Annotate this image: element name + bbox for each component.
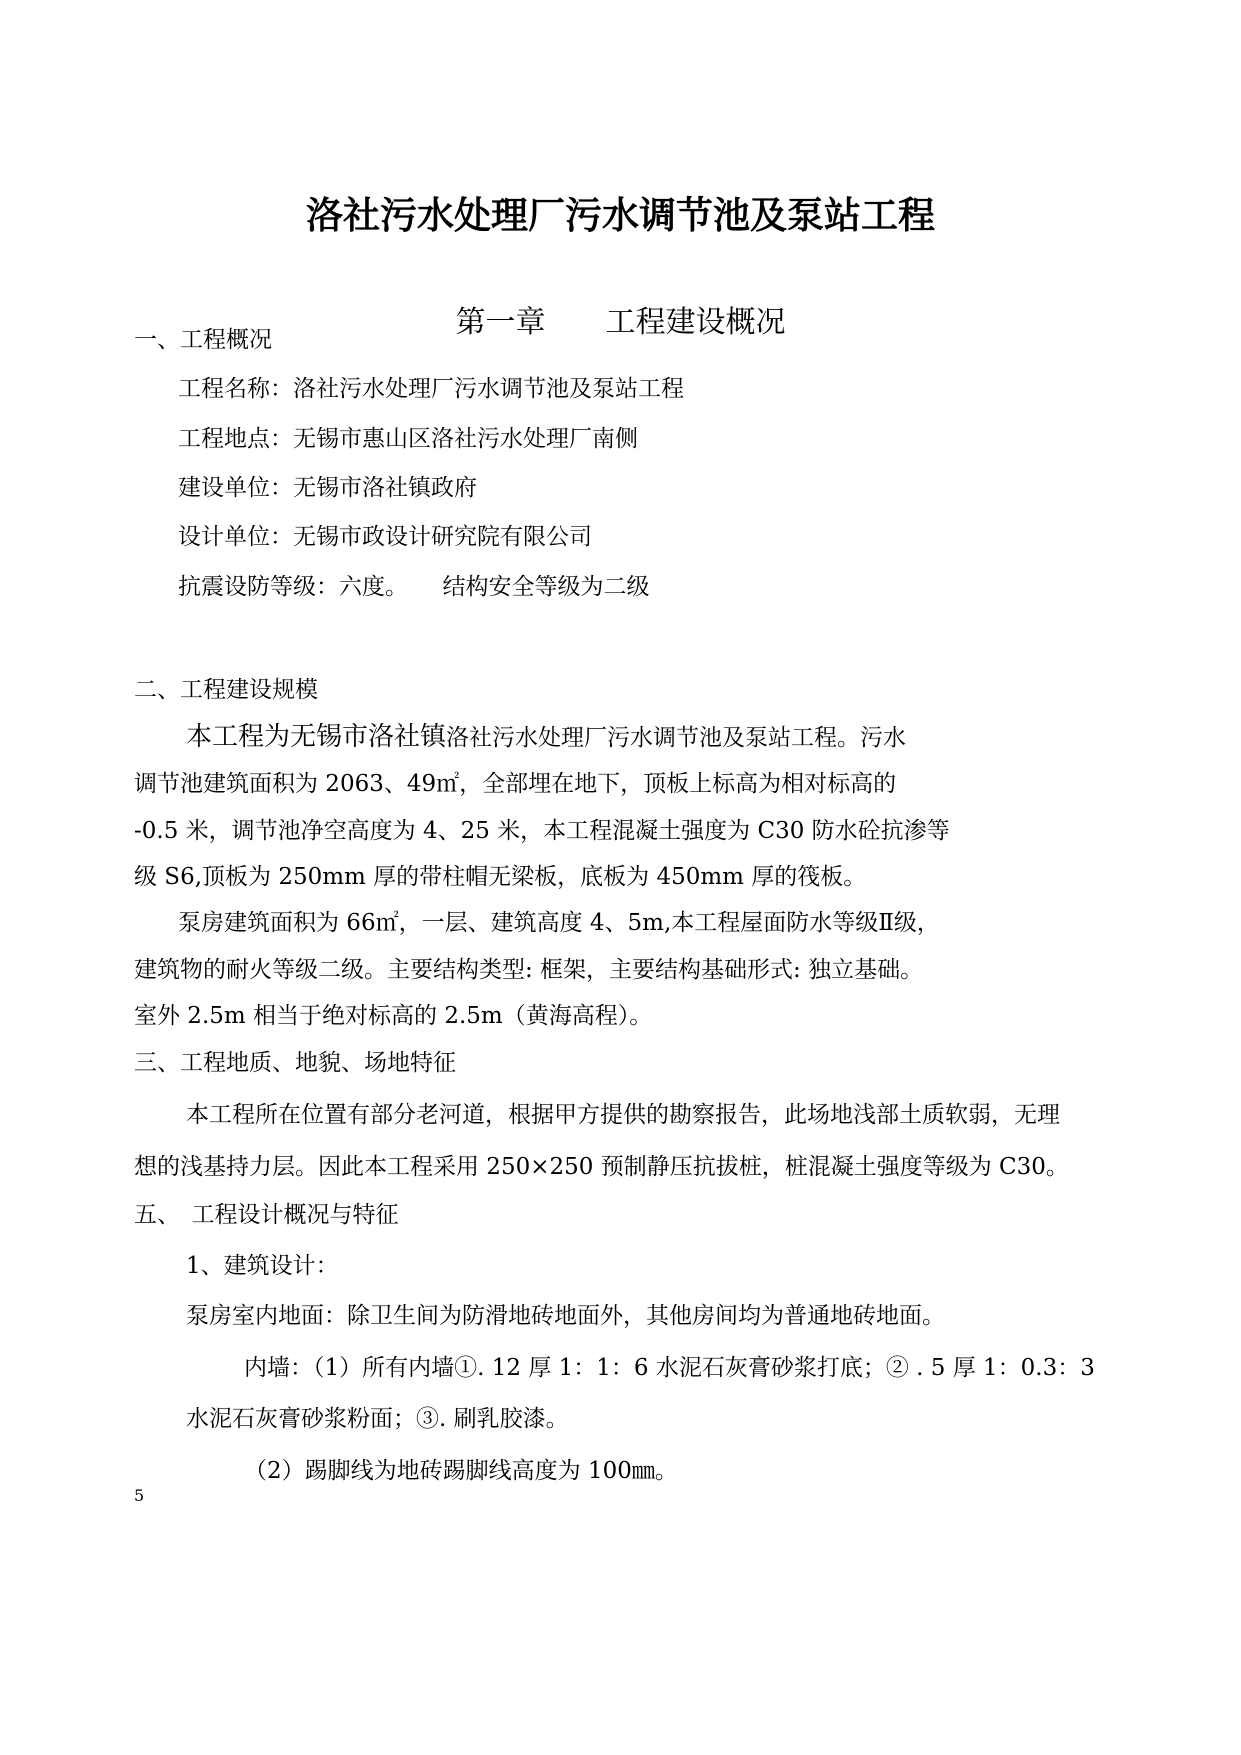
project-location-line: 工程地点：无锡市惠山区洛社污水处理厂南侧 — [178, 426, 638, 452]
seismic-grade-line: 抗震设防等级：六度。 结构安全等级为二级 — [178, 574, 650, 600]
design-unit-line: 设计单位：无锡市政设计研究院有限公司 — [178, 524, 592, 550]
scale-paragraph-line-4: 级 S6,顶板为 250mm 厚的带柱帽无梁板，底板为 450mm 厚的筏板。 — [134, 864, 867, 890]
scale-paragraph-line-3: -0.5 米，调节池净空高度为 4、25 米，本工程混凝土强度为 C30 防水砼抗渗等 — [134, 818, 950, 844]
project-name-line: 工程名称：洛社污水处理厂污水调节池及泵站工程 — [178, 376, 684, 402]
page-number: 5 — [134, 1486, 145, 1505]
document-title: 洛社污水处理厂污水调节池及泵站工程 — [306, 194, 935, 237]
geology-line-1: 本工程所在位置有部分老河道，根据甲方提供的勘察报告，此场地浅部土质软弱，无理 — [186, 1102, 1060, 1128]
skirting-line: （2）踢脚线为地砖踢脚线高度为 100㎜。 — [244, 1458, 678, 1484]
scale-paragraph-lead: 本工程为无锡市洛社镇 — [186, 722, 447, 752]
chapter-heading: 第一章 工程建设概况 — [455, 305, 786, 340]
scale-paragraph-line-2: 调节池建筑面积为 2063、49㎡，全部埋在地下，顶板上标高为相对标高的 — [134, 771, 897, 797]
pump-house-line-3: 室外 2.5m 相当于绝对标高的 2.5m（黄海高程）。 — [134, 1003, 653, 1029]
architecture-design-subheading: 1、建筑设计： — [186, 1253, 339, 1279]
section3-heading: 三、工程地质、地貌、场地特征 — [134, 1050, 456, 1076]
section1-heading: 一、工程概况 — [134, 327, 272, 353]
construction-unit-line: 建设单位：无锡市洛社镇政府 — [178, 475, 477, 501]
scale-paragraph-line-1 — [186, 716, 906, 753]
section5-heading: 五、 工程设计概况与特征 — [134, 1202, 399, 1228]
pump-house-line-2: 建筑物的耐火等级二级。主要结构类型: 框架，主要结构基础形式: 独立基础。 — [134, 957, 924, 983]
geology-line-2: 想的浅基持力层。因此本工程采用 250×250 预制静压抗拔桩，桩混凝土强度等级为 C30。 — [134, 1154, 1069, 1180]
scale-paragraph-line-1-rest: 洛社污水处理厂污水调节池及泵站工程。污水 — [446, 725, 907, 751]
floor-finish-line: 泵房室内地面：除卫生间为防滑地砖地面外，其他房间均为普通地砖地面。 — [186, 1303, 945, 1329]
interior-wall-line-2: 水泥石灰膏砂浆粉面；③. 刷乳胶漆。 — [186, 1406, 569, 1432]
interior-wall-line-1: 内墙：（1）所有内墙①. 12 厚 1：1：6 水泥石灰膏砂浆打底；② . 5 厚 1：0.3：3 — [244, 1355, 1095, 1381]
pump-house-line-1: 泵房建筑面积为 66㎡，一层、建筑高度 4、5m,本工程屋面防水等级Ⅱ级， — [178, 910, 940, 936]
section2-heading: 二、工程建设规模 — [134, 677, 318, 703]
